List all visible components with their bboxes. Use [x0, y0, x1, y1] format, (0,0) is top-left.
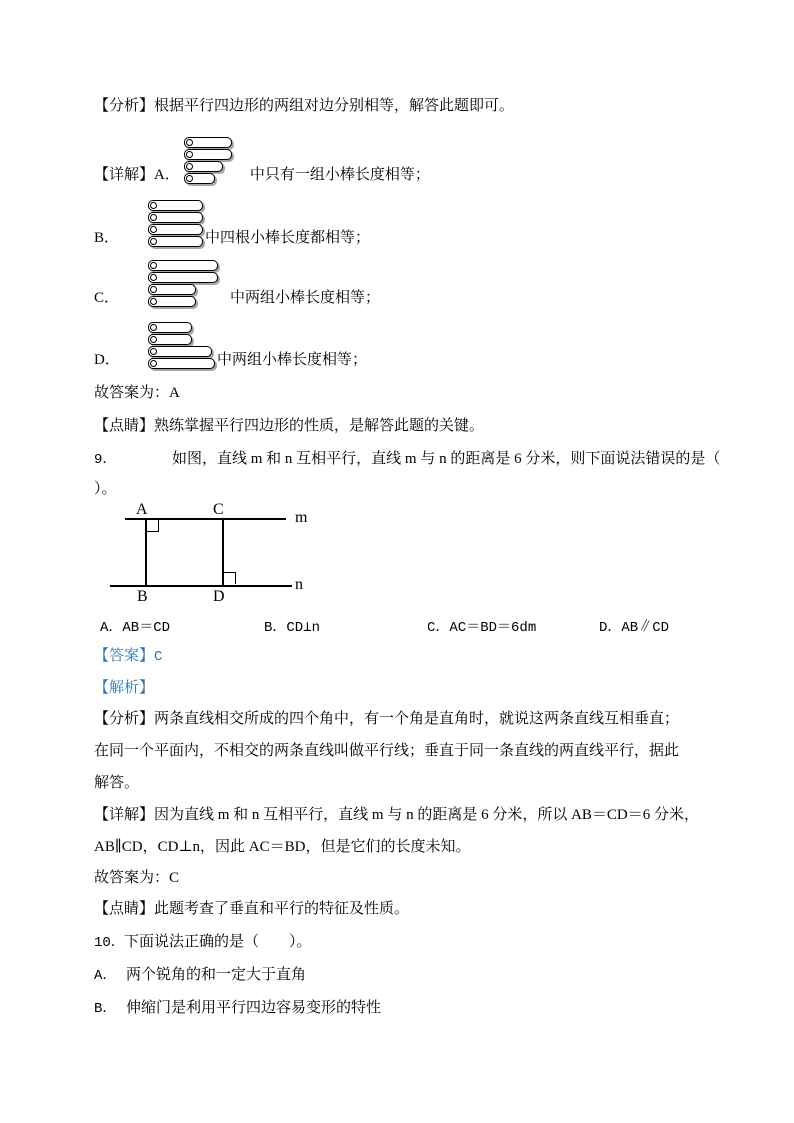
q9-option-b [264, 614, 427, 640]
q9-option-b-label: B． [264, 620, 287, 636]
q8-detail-option-d-row [94, 322, 710, 369]
q10-stem-line [94, 926, 710, 959]
q9-detail-line-2: AB∥CD，CD⊥n，因此 AC＝BD，但是它们的长度未知。 [94, 839, 471, 855]
q9-answer-line [94, 640, 710, 673]
q10-option-a-text: 两个锐角的和一定大于直角 [126, 967, 307, 983]
q9-option-a-label: A． [100, 620, 123, 636]
q8-tip-line: 【点睛】熟练掌握平行四边形的性质，是解答此题的关键。 [94, 418, 485, 434]
point-label-d: D [213, 588, 225, 605]
q10-option-b-row [94, 992, 710, 1025]
q8-detail-option-d-text: 中两组小棒长度相等； [217, 352, 368, 368]
q9-analysis-line-2: 在同一个平面内，不相交的两条直线叫做平行线；垂直于同一条直线的两直线平行，据此 [94, 743, 680, 759]
q9-parallel-lines-diagram [94, 502, 710, 614]
sticks-image-c [148, 260, 218, 307]
q8-detail-option-c-text: 中两组小棒长度相等； [230, 290, 381, 306]
q9-options-row [94, 614, 710, 640]
line-label-n: n [295, 576, 303, 593]
q9-analysis-tag: 【解析】 [94, 680, 155, 696]
q9-option-c-text: AC＝BD＝6dm [449, 620, 537, 636]
q9-answer-value: C [154, 649, 163, 665]
sticks-image-b [148, 200, 203, 247]
q9-option-d-label: D． [599, 620, 622, 636]
q9-option-b-text: CD⊥n [286, 620, 321, 636]
q10-option-a-row [94, 959, 710, 992]
document-content [94, 90, 721, 1025]
line-n [110, 585, 292, 587]
sticks-image-d [148, 322, 215, 369]
q8-detail-option-b-row [94, 200, 710, 247]
q9-option-d [599, 614, 669, 640]
sticks-image-a [184, 137, 232, 184]
point-label-b: B [137, 588, 148, 605]
q9-analysis-line-1: 【分析】两条直线相交所成的四个角中，有一个角是直角时，就说这两条直线互相垂直； [94, 711, 680, 727]
q8-detail-option-a-prefix: 【详解】A． [94, 167, 180, 183]
q10-option-b-text: 伸缩门是利用平行四边容易变形的特性 [126, 1000, 382, 1016]
q9-detail-line-1: 【详解】因为直线 m 和 n 互相平行，直线 m 与 n 的距离是 6 分米，所以 AB＝CD＝6 分米， [94, 807, 700, 823]
q8-detail-option-a-row [94, 137, 710, 184]
line-label-m: m [295, 509, 308, 526]
q9-number: 9． [94, 452, 117, 468]
right-angle-marker-d [224, 572, 236, 584]
q9-option-d-text: AB∥CD [621, 620, 670, 636]
q9-option-c [427, 614, 599, 640]
q9-answer-statement: 故答案为：C [94, 870, 180, 886]
q8-detail-option-b-prefix: B． [94, 230, 120, 246]
q9-tip-line: 【点睛】此题考查了垂直和平行的特征及性质。 [94, 901, 410, 917]
q10-number: 10． [94, 935, 125, 951]
q9-stem-line2: ）。 [94, 481, 117, 497]
right-angle-marker-a [147, 520, 159, 532]
q9-stem-text: 如图，直线 m 和 n 互相平行，直线 m 与 n 的距离是 6 分米，则下面说法错误的是（ [172, 451, 721, 467]
q8-detail-option-c-prefix: C． [94, 290, 120, 306]
q10-stem-text: 下面说法正确的是（ ）。 [124, 934, 312, 950]
q9-analysis-line-3: 解答。 [94, 775, 140, 791]
q10-option-a-label: A． [94, 968, 117, 984]
q8-detail-option-b-text: 中四根小棒长度都相等； [205, 230, 371, 246]
q8-answer-line: 故答案为：A [94, 385, 180, 401]
q8-detail-option-c-row [94, 260, 710, 307]
q9-stem-line1 [94, 443, 721, 476]
point-label-a: A [136, 501, 148, 518]
q9-answer-tag: 【答案】 [94, 648, 155, 664]
q9-option-a [94, 614, 264, 640]
q8-detail-option-d-prefix: D． [94, 352, 120, 368]
q9-option-c-label: C． [427, 620, 450, 636]
q8-detail-option-a-text: 中只有一组小棒长度相等； [249, 167, 430, 183]
q8-analysis-line: 【分析】根据平行四边形的两组对边分别相等，解答此题即可。 [94, 98, 515, 114]
q10-option-b-label: B． [94, 1001, 117, 1017]
point-label-c: C [213, 501, 224, 518]
q9-option-a-text: AB＝CD [122, 620, 171, 636]
